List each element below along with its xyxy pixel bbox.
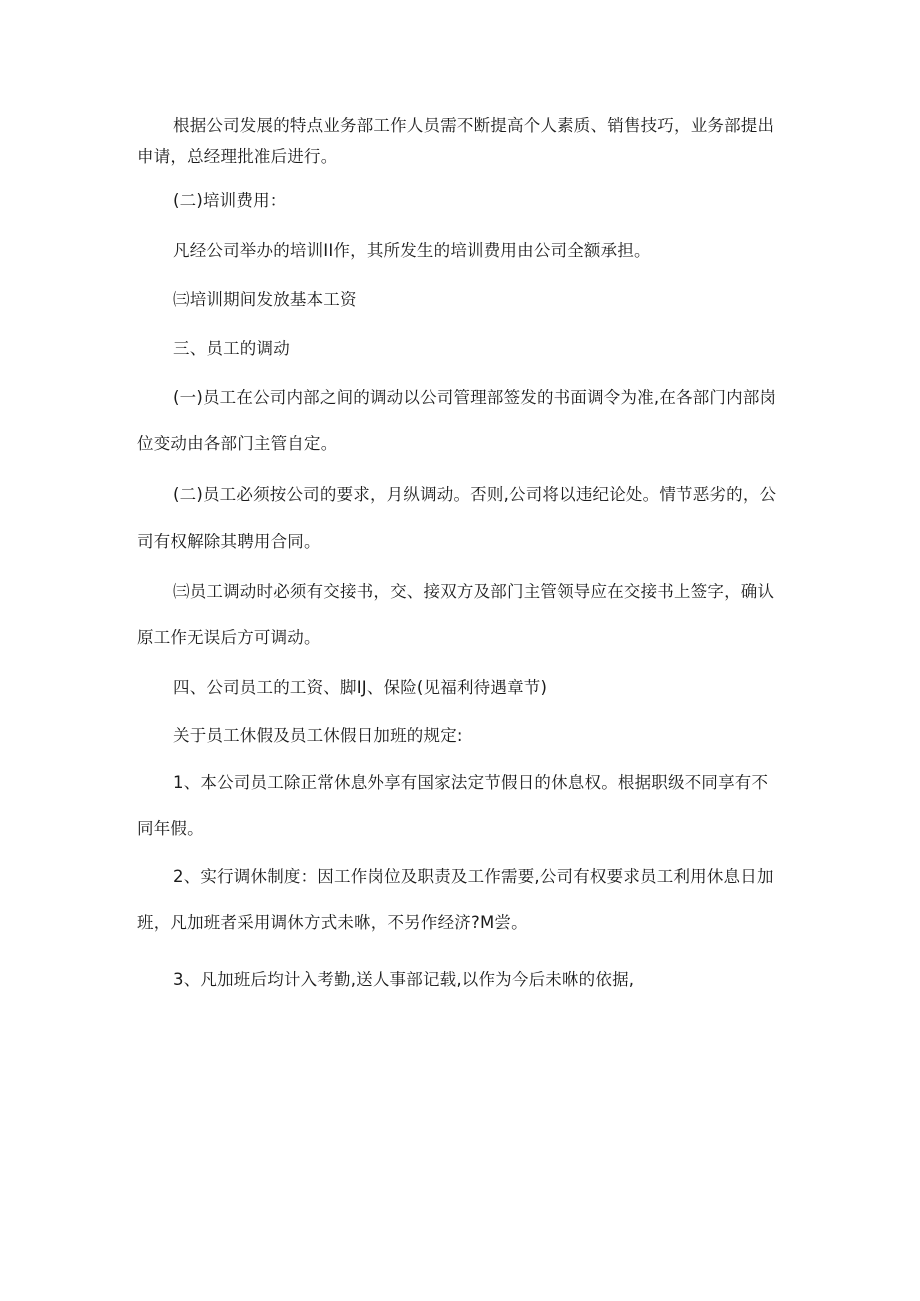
paragraph-line: 司有权解除其聘用合同。 [137,532,321,551]
paragraph-line: 关于员工休假及员工休假日加班的规定: [173,726,463,745]
paragraph-line: 凡经公司举办的培训II作，其所发生的培训费用由公司全额承担。 [173,241,651,260]
list-item-line: 1、本公司员工除正常休息外享有国家法定节假日的休息权。根据职级不同享有不 [173,773,769,792]
section-heading: 四、公司员工的工资、脚IJ、保险(见福利待遇章节) [173,678,548,697]
section-heading: (二)培训费用： [173,191,287,210]
paragraph-line: (二)员工必须按公司的要求，月纵调动。否则,公司将以违纪论处。情节恶劣的，公 [173,485,777,504]
paragraph-line: 原工作无误后方可调动。 [137,628,321,647]
list-item-line: 3、凡加班后均计入考勤,送人事部记载,以作为今后未咻的依据, [173,970,635,989]
section-heading: ㈢培训期间发放基本工资 [173,290,357,309]
list-item-line: 同年假。 [137,819,204,838]
paragraph-line: ㈢员工调动时必须有交接书，交、接双方及部门主管领导应在交接书上签字，确认 [173,582,775,601]
paragraph-line: 位变动由各部门主管自定。 [137,434,338,453]
paragraph-line: 根据公司发展的特点业务部工作人员需不断提高个人素质、销售技巧，业务部提出 [173,116,775,135]
list-item-line: 2、实行调休制度：因工作岗位及职责及工作需要,公司有权要求员工利用休息日加 [173,867,774,886]
list-item-line: 班，凡加班者采用调休方式未咻，不另作经济?M尝。 [137,913,528,932]
section-heading: 三、员工的调动 [173,339,290,358]
paragraph-line: 申请，总经理批准后进行。 [137,147,338,166]
paragraph-line: (一)员工在公司内部之间的调动以公司管理部签发的书面调令为准,在各部门内部岗 [173,388,777,407]
